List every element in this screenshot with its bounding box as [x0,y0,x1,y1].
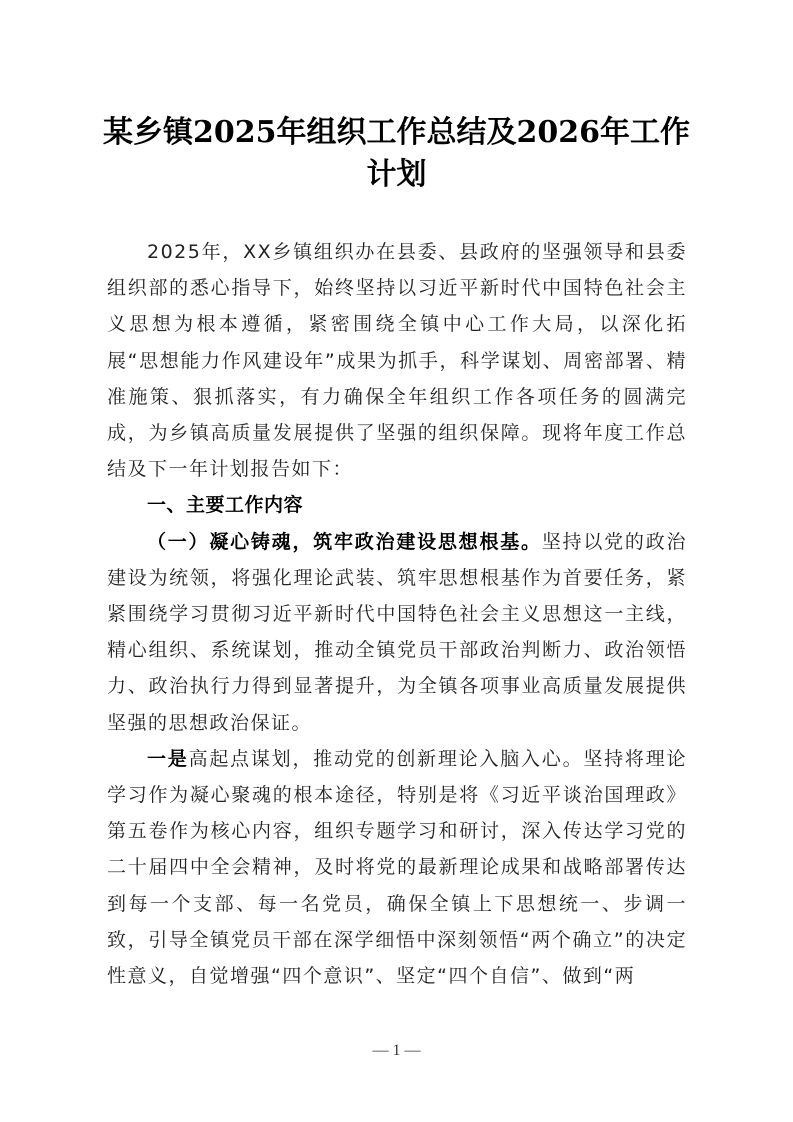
point-lead: 一是 [147,747,189,770]
subsection-lead: （一）凝心铸魂，筑牢政治建设思想根基。 [147,530,542,553]
document-body [107,234,687,994]
paragraph-text: 2025年，XX乡镇组织办在县委、县政府的坚强领导和县委组织部的悉心指导下，始终坚持以习近平新时代中国特色社会主义思想为根本遵循，紧密围绕全镇中心工作大局，以深化拓展“思想能力作风建设年”成果为抓手，科学谋划、周密部署、精准施策、狠抓落实，有力确保全年组织工作各项任务的圆满完成，为乡镇高质量发展提供了坚强的组织保障。现将年度工作总结及下一年计划报告如下： [107,241,687,481]
subsection-paragraph [107,524,687,741]
page-number: — 1 — [372,1042,421,1059]
section-heading [107,487,687,523]
paragraph-text: 高起点谋划，推动党的创新理论入脑入心。坚持将理论学习作为凝心聚魂的根本途径，特别是将《习近平谈治国理政》第五卷作为核心内容，组织专题学习和研讨，深入传达学习党的二十届四中全会精神，及时将党的最新理论成果和战略部署传达到每一个支部、每一名党员，确保全镇上下思想统一、步调一致，引导全镇党员干部在深学细悟中深刻领悟“两个确立”的决定性意义，自觉增强“四个意识”、坚定“四个自信”、做到“两 [107,747,687,988]
point-paragraph [107,741,687,994]
intro-paragraph [107,234,687,487]
paragraph-text: 坚持以党的政治建设为统领，将强化理论武装、筑牢思想根基作为首要任务，紧紧围绕学习贯彻习近平新时代中国特色社会主义思想这一主线，精心组织、系统谋划，推动全镇党员干部政治判断力、政治领悟力、政治执行力得到显著提升，为全镇各项事业高质量发展提供坚强的思想政治保证。 [107,530,687,734]
heading-text: 一、主要工作内容 [147,494,304,517]
document-title: 某乡镇2025年组织工作总结及2026年工作计划 [103,115,690,192]
